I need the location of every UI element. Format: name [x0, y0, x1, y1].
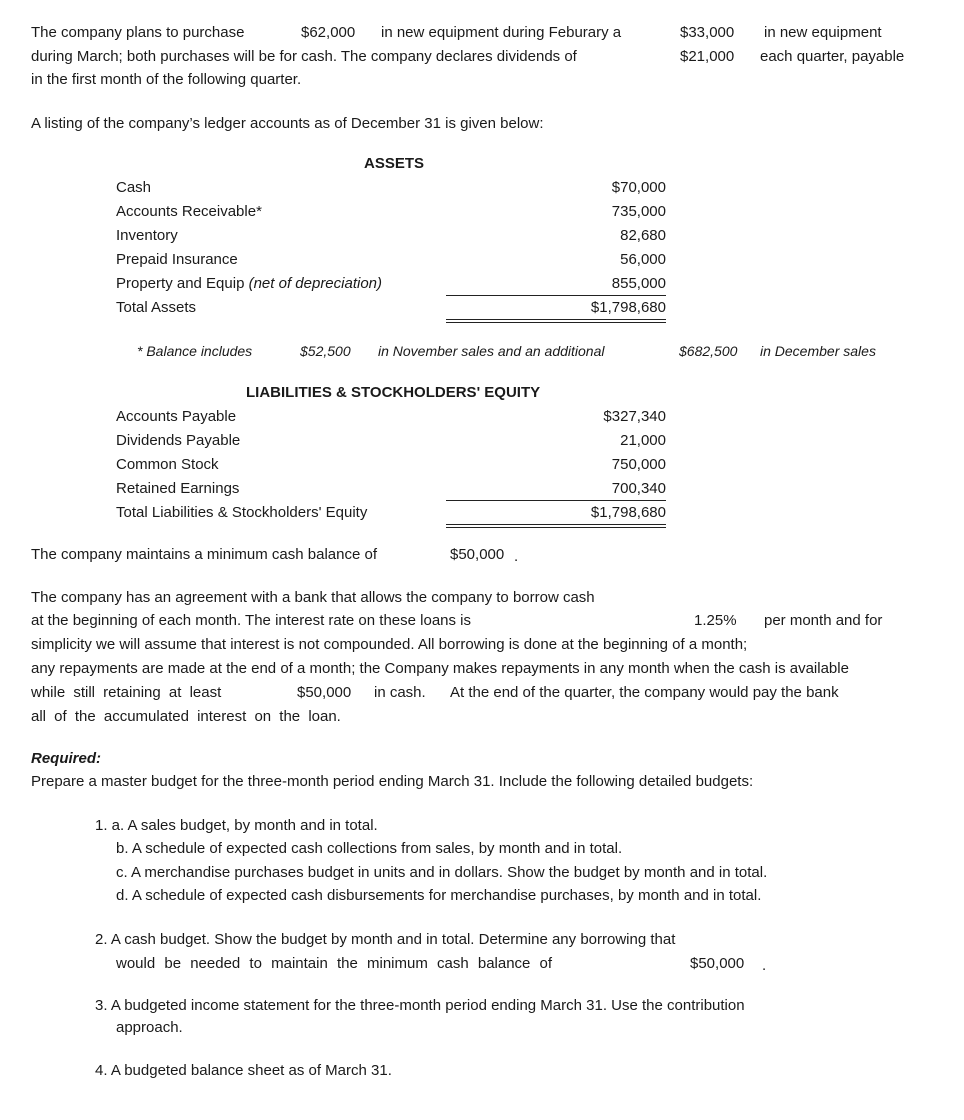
required-item-end: .	[762, 957, 767, 974]
liability-label: Retained Earnings	[116, 480, 240, 497]
intro-text: in the first month of the following quarter.	[31, 71, 302, 88]
footnote-text: in November sales and an additional	[378, 343, 605, 359]
liability-total-label: Total Liabilities & Stockholders' Equity	[116, 504, 368, 521]
bank-min-value: $50,000	[297, 684, 352, 701]
liability-label: Accounts Payable	[116, 408, 237, 425]
required-item: would be needed to maintain the minimum cash balance of	[116, 955, 553, 972]
asset-value: 855,000	[611, 275, 666, 292]
equipment-feb-value: $62,000	[301, 24, 356, 41]
ledger-intro: A listing of the company’s ledger accounts as of December 31 is given below:	[31, 115, 544, 132]
asset-label: Cash	[116, 179, 152, 196]
asset-value: 735,000	[611, 203, 666, 220]
required-item: 3. A budgeted income statement for the three-month period ending March 31. Use the contribution	[95, 997, 745, 1014]
subtotal-rule	[446, 500, 666, 501]
asset-label: Inventory	[116, 227, 178, 244]
liability-value: $327,340	[603, 408, 666, 425]
asset-label-note: (net of depreciation)	[248, 275, 383, 292]
required-heading: Required:	[31, 750, 102, 767]
bank-text: at the beginning of each month. The interest rate on these loans is	[31, 612, 472, 629]
bank-text: while still retaining at least	[31, 684, 222, 701]
assets-heading: ASSETS	[364, 155, 425, 172]
asset-label-main: Property and Equip	[116, 275, 245, 292]
footnote-value: $52,500	[300, 343, 351, 359]
required-intro: Prepare a master budget for the three-month period ending March 31. Include the following detailed budgets:	[31, 773, 754, 790]
total-double-rule	[446, 322, 666, 323]
asset-total-label: Total Assets	[116, 299, 197, 316]
min-cash-text: The company maintains a minimum cash balance of	[31, 546, 377, 563]
asset-label: Accounts Receivable*	[116, 203, 262, 220]
dividend-value: $21,000	[680, 48, 735, 65]
footnote-value: $682,500	[679, 343, 738, 359]
bank-text: simplicity we will assume that interest is not compounded. All borrowing is done at the beginning of a month;	[31, 636, 748, 653]
required-item: 1. a. A sales budget, by month and in total.	[95, 817, 378, 834]
required-item: c. A merchandise purchases budget in units and in dollars. Show the budget by month and in total.	[116, 864, 768, 881]
intro-text: each quarter, payable	[760, 48, 905, 65]
required-min-value: $50,000	[690, 955, 745, 972]
liability-label: Dividends Payable	[116, 432, 241, 449]
required-item: 4. A budgeted balance sheet as of March 31.	[95, 1062, 392, 1079]
subtotal-rule	[446, 295, 666, 296]
asset-total-value: $1,798,680	[590, 299, 666, 316]
equipment-mar-value: $33,000	[680, 24, 735, 41]
min-cash-value: $50,000	[450, 546, 505, 563]
liability-label: Common Stock	[116, 456, 219, 473]
required-item: approach.	[116, 1019, 183, 1036]
asset-value: 56,000	[620, 251, 666, 268]
asset-label	[116, 275, 382, 292]
bank-text: At the end of the quarter, the company would pay the bank	[450, 684, 839, 701]
required-item: 2. A cash budget. Show the budget by month and in total. Determine any borrowing that	[95, 931, 676, 948]
bank-text: any repayments are made at the end of a month; the Company makes repayments in any month when the cash is available	[31, 660, 849, 677]
liability-total-value: $1,798,680	[590, 504, 666, 521]
asset-label: Prepaid Insurance	[116, 251, 238, 268]
asset-value: 82,680	[620, 227, 666, 244]
intro-text: in new equipment	[764, 24, 882, 41]
total-double-rule	[446, 319, 666, 320]
intro-text: during March; both purchases will be for cash. The company declares dividends of	[31, 48, 577, 65]
liability-value: 21,000	[620, 432, 666, 449]
total-double-rule	[446, 524, 666, 525]
bank-text: per month and for	[764, 612, 883, 629]
asset-value: $70,000	[611, 179, 666, 196]
liabilities-heading: LIABILITIES & STOCKHOLDERS' EQUITY	[246, 384, 541, 401]
required-item: d. A schedule of expected cash disbursements for merchandise purchases, by month and in total.	[116, 887, 762, 904]
intro-text: The company plans to purchase	[31, 24, 245, 41]
bank-text: The company has an agreement with a bank that allows the company to borrow cash	[31, 589, 595, 606]
liability-value: 750,000	[611, 456, 666, 473]
liability-value: 700,340	[611, 480, 666, 497]
bank-text: in cash.	[374, 684, 426, 701]
bank-text: all of the accumulated interest on the loan.	[31, 708, 341, 725]
required-item: b. A schedule of expected cash collections from sales, by month and in total.	[116, 840, 623, 857]
footnote-text: * Balance includes	[137, 343, 253, 359]
footnote-text: in December sales	[760, 343, 876, 359]
total-double-rule	[446, 527, 666, 528]
min-cash-end: .	[514, 548, 519, 565]
interest-rate: 1.25%	[694, 612, 737, 629]
intro-text: in new equipment during Feburary a	[381, 24, 622, 41]
